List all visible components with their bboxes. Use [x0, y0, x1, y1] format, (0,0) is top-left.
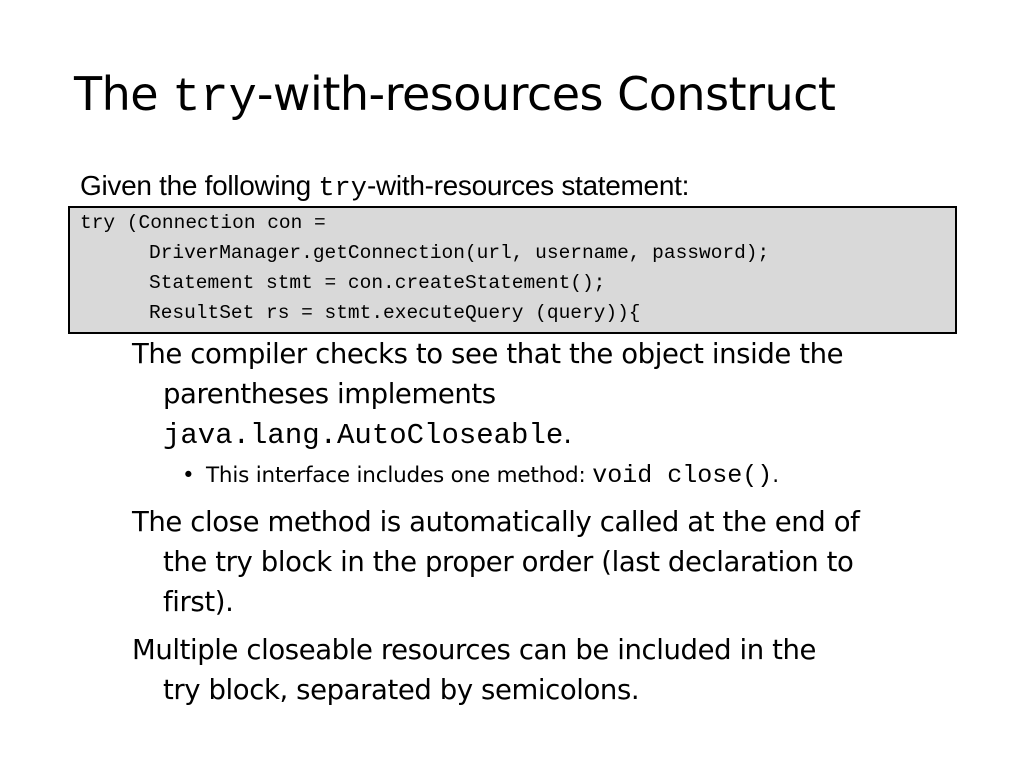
code-block [68, 206, 957, 334]
point-line [132, 414, 843, 456]
sub-point-text: This interface includes one method: [206, 463, 593, 488]
point-line: first). [163, 586, 234, 618]
sub-point-end: . [772, 463, 779, 488]
point-end: . [563, 418, 572, 450]
title-suffix: -with-resources Construct [256, 67, 836, 121]
point-line: the try block in the proper order (last declaration to [163, 546, 854, 578]
title-prefix: The [74, 67, 173, 121]
bullet-dot: • [182, 463, 195, 488]
code-line-4: ResultSet rs = stmt.executeQuery (query)){ [149, 302, 641, 324]
intro-code-keyword: try [318, 174, 367, 204]
point-line: parentheses implements [163, 378, 496, 410]
point-close-order [132, 502, 859, 622]
point-multiple-resources [132, 630, 816, 710]
autocloseable-code: java.lang.AutoCloseable [163, 419, 564, 452]
point-line: Multiple closeable resources can be included in the [132, 634, 817, 666]
close-method-code: void close() [592, 461, 773, 490]
intro-suffix: -with-resources statement: [366, 170, 690, 201]
intro-prefix: Given the following [80, 170, 319, 201]
point-line: try block, separated by semicolons. [163, 674, 640, 706]
sub-point-interface-method [182, 458, 779, 494]
title-code-keyword: try [172, 72, 257, 125]
point-line: The compiler checks to see that the object inside the [132, 338, 844, 370]
point-compiler-check [132, 334, 843, 456]
code-line-3: Statement stmt = con.createStatement(); [149, 272, 606, 294]
point-line: The close method is automatically called at the end of [132, 506, 860, 538]
intro-text [80, 168, 689, 207]
code-line-1: try (Connection con = [80, 212, 326, 234]
slide-title [74, 62, 835, 131]
code-line-2: DriverManager.getConnection(url, username, password); [149, 242, 770, 264]
